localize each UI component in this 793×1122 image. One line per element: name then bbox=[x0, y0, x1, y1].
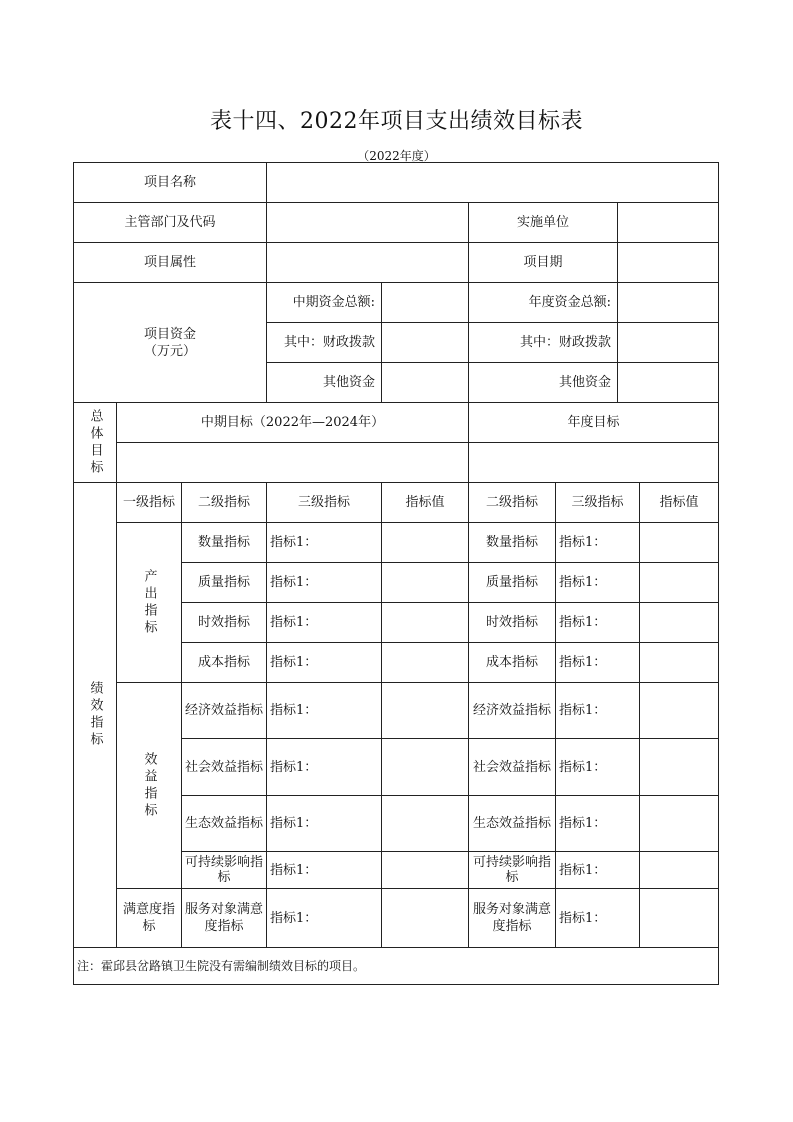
service-indicator-annual: 服务对象满意度指标 bbox=[469, 889, 556, 948]
ecological-l3-mid: 指标1： bbox=[267, 796, 382, 852]
sustainable-indicator-annual: 可持续影响指标 bbox=[469, 852, 556, 889]
service-value-mid bbox=[382, 889, 469, 948]
economic-indicator-annual: 经济效益指标 bbox=[469, 683, 556, 739]
social-l3-annual: 指标1： bbox=[556, 739, 640, 796]
timeliness-value-mid bbox=[382, 603, 469, 643]
ecological-value-mid bbox=[382, 796, 469, 852]
dept-label: 主管部门及代码 bbox=[74, 203, 267, 243]
col-level2-mid: 二级指标 bbox=[182, 483, 267, 523]
ecological-indicator-mid: 生态效益指标 bbox=[182, 796, 267, 852]
overall-target-label: 总体目标 bbox=[74, 403, 117, 483]
quality-indicator-annual: 质量指标 bbox=[469, 563, 556, 603]
ecological-indicator-annual: 生态效益指标 bbox=[469, 796, 556, 852]
timeliness-l3-annual: 指标1： bbox=[556, 603, 640, 643]
economic-value-mid bbox=[382, 683, 469, 739]
quality-value-mid bbox=[382, 563, 469, 603]
attr-label: 项目属性 bbox=[74, 243, 267, 283]
performance-target-table bbox=[73, 162, 719, 985]
cost-value-annual bbox=[640, 643, 718, 683]
quantity-value-annual bbox=[640, 523, 718, 563]
service-indicator-mid: 服务对象满意度指标 bbox=[182, 889, 267, 948]
annual-fiscal-label: 其中：财政拨款 bbox=[469, 323, 618, 363]
social-l3-mid: 指标1： bbox=[267, 739, 382, 796]
quantity-l3-mid: 指标1： bbox=[267, 523, 382, 563]
cost-indicator-annual: 成本指标 bbox=[469, 643, 556, 683]
social-indicator-annual: 社会效益指标 bbox=[469, 739, 556, 796]
economic-indicator-mid: 经济效益指标 bbox=[182, 683, 267, 739]
funds-label-line2: （万元） bbox=[143, 343, 196, 359]
funds-label-line1: 项目资金 bbox=[143, 326, 196, 342]
sustainable-l3-mid: 指标1： bbox=[267, 852, 382, 889]
timeliness-l3-mid: 指标1： bbox=[267, 603, 382, 643]
quality-value-annual bbox=[640, 563, 718, 603]
col-level3-mid: 三级指标 bbox=[267, 483, 382, 523]
cost-l3-mid: 指标1： bbox=[267, 643, 382, 683]
mid-target-value bbox=[117, 443, 469, 483]
mid-target-label: 中期目标（2022年—2024年） bbox=[117, 403, 469, 443]
perf-indicator-label: 绩效指标 bbox=[74, 483, 117, 948]
period-value bbox=[618, 243, 718, 283]
benefit-indicator-label: 效益指标 bbox=[117, 683, 182, 889]
service-l3-annual: 指标1： bbox=[556, 889, 640, 948]
annual-total-label: 年度资金总额: bbox=[469, 283, 618, 323]
timeliness-value-annual bbox=[640, 603, 718, 643]
quality-indicator-mid: 质量指标 bbox=[182, 563, 267, 603]
timeliness-indicator-annual: 时效指标 bbox=[469, 603, 556, 643]
cost-indicator-mid: 成本指标 bbox=[182, 643, 267, 683]
sustainable-indicator-mid: 可持续影响指标 bbox=[182, 852, 267, 889]
annual-fiscal-value bbox=[618, 323, 718, 363]
table-note: 注：霍邱县岔路镇卫生院没有需编制绩效目标的项目。 bbox=[77, 958, 366, 973]
sustainable-value-annual bbox=[640, 852, 718, 889]
social-value-annual bbox=[640, 739, 718, 796]
mid-other-label: 其他资金 bbox=[267, 363, 382, 403]
project-name-value bbox=[267, 163, 718, 203]
output-indicator-label: 产出指标 bbox=[117, 523, 182, 683]
dept-value bbox=[267, 203, 469, 243]
quantity-l3-annual: 指标1： bbox=[556, 523, 640, 563]
service-l3-mid: 指标1： bbox=[267, 889, 382, 948]
cost-l3-annual: 指标1： bbox=[556, 643, 640, 683]
quality-l3-annual: 指标1： bbox=[556, 563, 640, 603]
cost-value-mid bbox=[382, 643, 469, 683]
annual-other-value bbox=[618, 363, 718, 403]
annual-target-value bbox=[469, 443, 718, 483]
ecological-value-annual bbox=[640, 796, 718, 852]
satisfaction-indicator-label: 满意度指标 bbox=[117, 889, 182, 948]
sustainable-value-mid bbox=[382, 852, 469, 889]
mid-total-value bbox=[382, 283, 469, 323]
economic-l3-annual: 指标1： bbox=[556, 683, 640, 739]
project-name-label: 项目名称 bbox=[74, 163, 267, 203]
economic-l3-mid: 指标1： bbox=[267, 683, 382, 739]
quality-l3-mid: 指标1： bbox=[267, 563, 382, 603]
annual-other-label: 其他资金 bbox=[469, 363, 618, 403]
page-title: 表十四、2022年项目支出绩效目标表 bbox=[210, 109, 583, 134]
mid-total-label: 中期资金总额: bbox=[267, 283, 382, 323]
annual-target-label: 年度目标 bbox=[469, 403, 718, 443]
col-level3-annual: 三级指标 bbox=[556, 483, 640, 523]
mid-fiscal-value bbox=[382, 323, 469, 363]
ecological-l3-annual: 指标1： bbox=[556, 796, 640, 852]
col-level1: 一级指标 bbox=[117, 483, 182, 523]
quantity-value-mid bbox=[382, 523, 469, 563]
mid-fiscal-label: 其中：财政拨款 bbox=[267, 323, 382, 363]
economic-value-annual bbox=[640, 683, 718, 739]
annual-total-value bbox=[618, 283, 718, 323]
col-level2-annual: 二级指标 bbox=[469, 483, 556, 523]
timeliness-indicator-mid: 时效指标 bbox=[182, 603, 267, 643]
col-value-annual: 指标值 bbox=[640, 483, 718, 523]
funds-label bbox=[74, 283, 267, 403]
mid-other-value bbox=[382, 363, 469, 403]
impl-unit-value bbox=[618, 203, 718, 243]
sustainable-l3-annual: 指标1： bbox=[556, 852, 640, 889]
year-label: （2022年度） bbox=[357, 149, 436, 163]
service-value-annual bbox=[640, 889, 718, 948]
social-value-mid bbox=[382, 739, 469, 796]
impl-unit-label: 实施单位 bbox=[469, 203, 618, 243]
social-indicator-mid: 社会效益指标 bbox=[182, 739, 267, 796]
quantity-indicator-annual: 数量指标 bbox=[469, 523, 556, 563]
attr-value bbox=[267, 243, 469, 283]
quantity-indicator-mid: 数量指标 bbox=[182, 523, 267, 563]
col-value-mid: 指标值 bbox=[382, 483, 469, 523]
period-label: 项目期 bbox=[469, 243, 618, 283]
